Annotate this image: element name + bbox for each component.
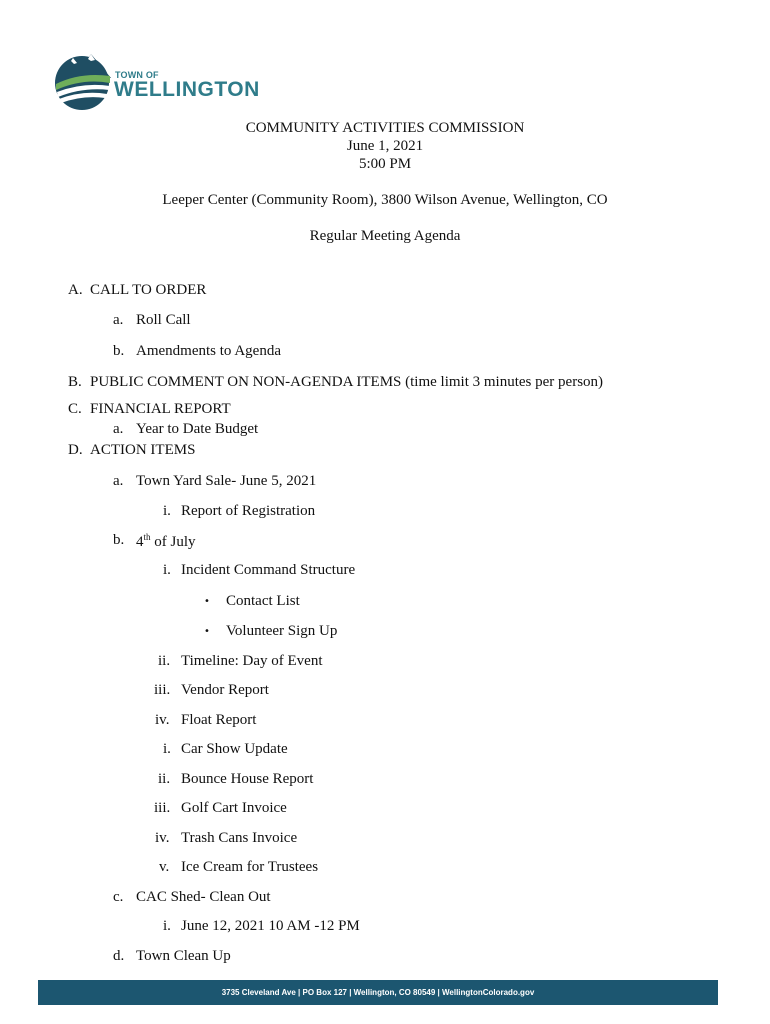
item-marker: i.	[163, 741, 171, 757]
item-marker: v.	[159, 859, 170, 875]
item-fourth-of-july	[136, 532, 196, 551]
item-marker: a.	[113, 312, 124, 328]
section-action-items: ACTION ITEMS	[90, 442, 196, 458]
item-ytd-budget: Year to Date Budget	[136, 421, 259, 437]
item-marker: iv.	[155, 830, 170, 846]
section-call-to-order: CALL TO ORDER	[90, 282, 207, 298]
item-trash-cans: Trash Cans Invoice	[181, 830, 298, 846]
section-financial-report: FINANCIAL REPORT	[90, 401, 231, 417]
item-marker: i.	[163, 918, 171, 934]
section-public-comment: PUBLIC COMMENT ON NON-AGENDA ITEMS (time limit 3 minutes per person)	[90, 374, 604, 390]
item-roll-call: Roll Call	[136, 312, 191, 328]
agenda-subtitle: Regular Meeting Agenda	[309, 228, 461, 244]
item-town-clean-up: Town Clean Up	[136, 948, 231, 964]
item-cac-shed: CAC Shed- Clean Out	[136, 889, 271, 905]
logo-small-text: TOWN OF	[115, 70, 159, 80]
item-june-12: June 12, 2021 10 AM -12 PM	[181, 918, 360, 934]
item-amendments: Amendments to Agenda	[136, 343, 281, 359]
logo-mountain-icon	[55, 50, 115, 112]
item-marker: ii.	[158, 653, 171, 669]
meeting-date: June 1, 2021	[346, 138, 424, 154]
bullet-contact-list: Contact List	[226, 593, 300, 609]
item-marker: d.	[113, 948, 125, 964]
item-marker: i.	[163, 562, 171, 578]
logo-wordmark: WELLINGTON	[114, 78, 260, 101]
item-marker: b.	[113, 532, 125, 548]
item-marker: c.	[113, 889, 124, 905]
item-marker: b.	[113, 343, 125, 359]
bullet-icon: •	[204, 596, 210, 607]
meeting-time: 5:00 PM	[358, 156, 412, 172]
item-ice-cream: Ice Cream for Trustees	[181, 859, 319, 875]
bullet-icon: •	[204, 626, 210, 637]
item-town-yard-sale: Town Yard Sale- June 5, 2021	[136, 473, 317, 489]
item-marker: C.	[68, 401, 82, 417]
item-marker: D.	[68, 442, 83, 458]
item-report-registration: Report of Registration	[181, 503, 316, 519]
item-golf-cart: Golf Cart Invoice	[181, 800, 287, 816]
item-car-show: Car Show Update	[181, 741, 288, 757]
ordinal-suffix: th	[143, 532, 151, 542]
item-marker: iii.	[154, 800, 171, 816]
item-vendor-report: Vendor Report	[181, 682, 269, 698]
item-timeline: Timeline: Day of Event	[181, 653, 323, 669]
item-marker: iii.	[154, 682, 171, 698]
meeting-title: COMMUNITY ACTIVITIES COMMISSION	[245, 120, 525, 136]
item-marker: iv.	[155, 712, 170, 728]
footer-address: 3735 Cleveland Ave | PO Box 127 | Wellington, CO 80549 | WellingtonColorado.gov	[221, 988, 535, 997]
town-logo	[55, 50, 275, 112]
item-incident-command: Incident Command Structure	[181, 562, 356, 578]
ordinal-number: 4	[136, 534, 144, 550]
ordinal-rest: of July	[150, 534, 196, 550]
item-marker: A.	[68, 282, 83, 298]
item-bounce-house: Bounce House Report	[181, 771, 314, 787]
item-marker: B.	[68, 374, 82, 390]
item-marker: a.	[113, 473, 124, 489]
item-marker: a.	[113, 421, 124, 437]
meeting-location: Leeper Center (Community Room), 3800 Wilson Avenue, Wellington, CO	[162, 192, 608, 208]
item-float-report: Float Report	[181, 712, 257, 728]
bullet-volunteer-signup: Volunteer Sign Up	[226, 623, 338, 639]
footer-bar	[38, 980, 718, 1005]
item-marker: i.	[163, 503, 171, 519]
item-marker: ii.	[158, 771, 171, 787]
